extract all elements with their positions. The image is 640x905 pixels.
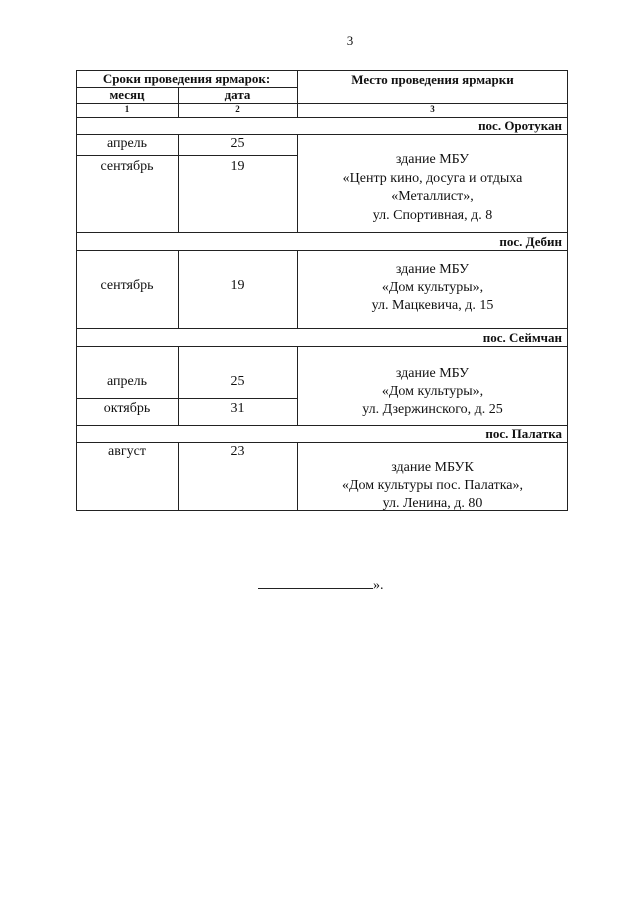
place-line: «Металлист», — [391, 189, 474, 204]
date-cell: 25 — [230, 136, 245, 151]
closing-mark — [258, 576, 384, 594]
page-number: 3 — [346, 33, 354, 48]
place-line: здание МБУ — [395, 262, 470, 277]
header-date: дата — [224, 87, 251, 102]
town-heading: пос. Дебин — [499, 234, 562, 249]
town-heading: пос. Оротукан — [478, 118, 562, 133]
month-cell: апрель — [106, 374, 148, 389]
place-line: «Дом культуры», — [381, 384, 484, 399]
date-cell: 19 — [230, 278, 245, 293]
date-cell: 23 — [230, 444, 245, 459]
section-rule — [76, 250, 568, 251]
section-rule — [76, 346, 568, 347]
header-place: Место проведения ярмарки — [351, 72, 514, 87]
place-line: здание МБУК — [391, 460, 474, 475]
town-heading: пос. Палатка — [485, 426, 562, 441]
place-line: «Дом культуры пос. Палатка», — [341, 478, 524, 493]
place-line: ул. Спортивная, д. 8 — [372, 208, 493, 223]
month-cell: сентябрь — [100, 278, 154, 293]
place-line: ул. Дзержинского, д. 25 — [362, 402, 503, 417]
town-heading: пос. Сеймчан — [482, 330, 562, 345]
date-cell: 31 — [230, 401, 245, 416]
header-dates-group: Сроки проведения ярмарок: — [102, 71, 271, 86]
place-line: «Центр кино, досуга и отдыха — [342, 171, 523, 186]
month-cell: сентябрь — [100, 159, 154, 174]
column-number: 3 — [430, 104, 435, 114]
blank-line — [258, 576, 373, 589]
place-line: здание МБУ — [395, 152, 470, 167]
month-cell: август — [108, 444, 146, 459]
place-line: «Дом культуры», — [381, 280, 484, 295]
place-line: здание МБУ — [395, 366, 470, 381]
column-number: 1 — [124, 104, 130, 114]
month-cell: октябрь — [103, 401, 151, 416]
date-cell: 25 — [230, 374, 245, 389]
header-month: месяц — [109, 87, 145, 102]
column-number: 2 — [235, 104, 240, 114]
place-line: ул. Ленина, д. 80 — [382, 496, 483, 511]
date-cell: 19 — [230, 159, 245, 174]
place-line: ул. Мацкевича, д. 15 — [371, 298, 494, 313]
row-rule — [76, 155, 297, 156]
month-cell: апрель — [106, 136, 148, 151]
closing-quote: ». — [373, 578, 384, 593]
